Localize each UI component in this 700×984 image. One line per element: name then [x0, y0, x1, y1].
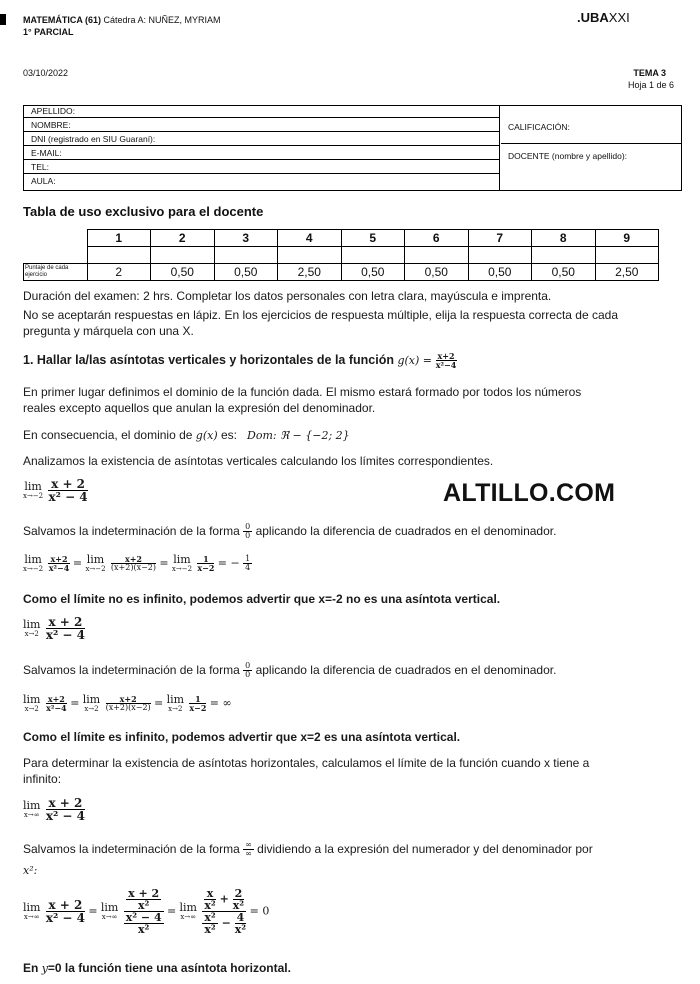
field-tel[interactable]: TEL: — [24, 162, 500, 174]
conclusion-2: Como el límite es infinito, podemos advertir que x=2 es una asíntota vertical. — [23, 730, 461, 744]
grading-fields — [501, 106, 682, 190]
factored-limit-m2: lim x→−2 $\frac{x+2}{\text{x²−4}}$ = lim x→−2 $\frac{x+2}{(x+2)(x-2)}$ = lim x→−2 $\frac{1}{x-2}$ = − $\frac{1}{4}$ — [23, 553, 251, 573]
horizontal-intro-1: Para determinar la existencia de asíntotas horizontales, calculamos el límite de la función cuando x tiene a — [23, 756, 590, 770]
score-cell: 0,50 — [214, 264, 278, 281]
grade-cell[interactable] — [214, 247, 278, 264]
col-header: 4 — [278, 230, 342, 247]
corner-mark — [0, 14, 6, 25]
score-table — [23, 229, 659, 281]
indeterminacy-note-1: Salvamos la indeterminación de la forma $\frac{0}{0}$ aplicando la diferencia de cuadrados en el denominador. — [23, 522, 557, 541]
grade-cell[interactable] — [468, 247, 532, 264]
score-cell: 0,50 — [341, 264, 405, 281]
score-cell: 0,50 — [468, 264, 532, 281]
field-dni[interactable]: DNI (registrado en SIU Guaraní): — [24, 134, 500, 146]
catedra: Cátedra A: NUÑEZ, MYRIAM — [103, 15, 221, 25]
factored-limit-2: lim x→2 $\frac{x+2}{\text{x²−4}}$ = lim x→2 $\frac{x+2}{(x+2)(x-2)}$ = lim x→2 $\frac{1}{x-2}$ = ∞ — [23, 693, 232, 713]
limit-m2: lim x→−2 $\frac{x + 2}{\text{x² − 4}}$ — [23, 477, 88, 504]
func-fraction: $\frac{x+2}{\text{x²−4}}$ — [435, 351, 457, 371]
divider — [501, 143, 682, 144]
col-header: 1 — [87, 230, 151, 247]
grade-cell[interactable] — [405, 247, 469, 264]
col-header: 9 — [595, 230, 659, 247]
score-cell: 2,50 — [595, 264, 659, 281]
score-table-title: Tabla de uso exclusivo para el docente — [23, 204, 264, 219]
score-cell: 0,50 — [151, 264, 215, 281]
final-conclusion: En y=0 la función tiene una asíntota horizontal. — [23, 961, 291, 975]
domain-statement: En consecuencia, el dominio de g(x) es: Dom: ℜ − {−2; 2} — [23, 428, 350, 442]
exercise-title: 1. Hallar la/las asíntotas verticales y horizontales de la función g(x) = $\frac{x+2}{\text{x²−4}}$ — [23, 351, 457, 371]
field-apellido[interactable]: APELLIDO: — [24, 106, 500, 118]
course-header — [23, 15, 221, 25]
field-docente: DOCENTE (nombre y apellido): — [508, 151, 628, 161]
domain-paragraph-1: En primer lugar definimos el dominio de la función dada. El mismo estará formado por todos los números — [23, 385, 582, 399]
grade-cell[interactable] — [532, 247, 596, 264]
field-email[interactable]: E-MAIL: — [24, 148, 500, 160]
student-fields — [24, 106, 500, 190]
grade-cell[interactable] — [278, 247, 342, 264]
vertical-intro: Analizamos la existencia de asíntotas verticales calculando los límites correspondientes. — [23, 454, 494, 468]
domain-paragraph-2: reales excepto aquellos que anulan la expresión del denominador. — [23, 401, 376, 415]
field-nombre[interactable]: NOMBRE: — [24, 120, 500, 132]
grade-cell[interactable] — [87, 247, 151, 264]
watermark: ALTILLO.COM — [443, 479, 616, 507]
grade-cell[interactable] — [341, 247, 405, 264]
course-name: MATEMÁTICA (61) — [23, 15, 101, 25]
field-calificacion: CALIFICACIÓN: — [508, 122, 570, 132]
col-header: 3 — [214, 230, 278, 247]
col-header: 2 — [151, 230, 215, 247]
col-header: 5 — [341, 230, 405, 247]
limit-2: lim x→2 $\frac{x + 2}{\text{x² − 4}}$ — [23, 615, 85, 642]
tema-label: TEMA 3 — [633, 68, 666, 78]
uba-logo: .UBAXXI — [577, 10, 630, 25]
score-cell: 2,50 — [278, 264, 342, 281]
score-cell: 0,50 — [532, 264, 596, 281]
indeterminacy-note-3: Salvamos la indeterminación de la forma $\frac{\infty}{\infty}$ dividiendo a la expresión del numerador y del denominador por — [23, 840, 593, 859]
conclusion-m2: Como el límite no es infinito, podemos advertir que x=-2 no es una asíntota vertical. — [23, 592, 501, 606]
indeterminacy-note-3b: x²: — [23, 864, 38, 877]
limit-inf: lim x→∞ $\frac{x + 2}{\text{x² − 4}}$ — [23, 796, 85, 823]
grade-cell[interactable] — [595, 247, 659, 264]
row-label: Puntaje de cada ejercicio — [24, 264, 88, 281]
score-cell: 2 — [87, 264, 151, 281]
exam-duration: Duración del examen: 2 hrs. Completar los datos personales con letra clara, mayúscula e imprenta. — [23, 289, 552, 303]
score-cell: 0,50 — [405, 264, 469, 281]
indeterminacy-note-2: Salvamos la indeterminación de la forma $\frac{0}{0}$ aplicando la diferencia de cuadrados en el denominador. — [23, 661, 557, 680]
page-count: Hoja 1 de 6 — [627, 80, 674, 90]
pencil-note-1: No se aceptarán respuestas en lápiz. En los ejercicios de respuesta múltiple, elija la respuesta correcta de cada — [23, 308, 618, 322]
student-info-box — [23, 105, 682, 191]
grade-cell[interactable] — [151, 247, 215, 264]
pencil-note-2: pregunta y márquela con una X. — [23, 324, 194, 338]
parcial-label: 1° PARCIAL — [23, 27, 74, 37]
horizontal-intro-2: infinito: — [23, 772, 62, 786]
field-aula[interactable]: AULA: — [31, 176, 56, 186]
exam-date: 03/10/2022 — [23, 68, 69, 78]
divided-limit-inf: lim x→∞ $\frac{x + 2}{\text{x² − 4}}$ = lim x→∞ $\frac{\frac{x + 2}{\text{x²}}}{\frac{\text{x² − 4}}{\text{x²}}}$ = lim x→∞ $\frac{x}{\text{x²}}$ + $\frac{2}{\text{x²}}$ $\frac{\text{x²}}{\text{x²}}$ − $\frac{4}{\text{x²}}$ = 0 — [23, 887, 270, 936]
col-header: 8 — [532, 230, 596, 247]
col-header: 6 — [405, 230, 469, 247]
col-header: 7 — [468, 230, 532, 247]
